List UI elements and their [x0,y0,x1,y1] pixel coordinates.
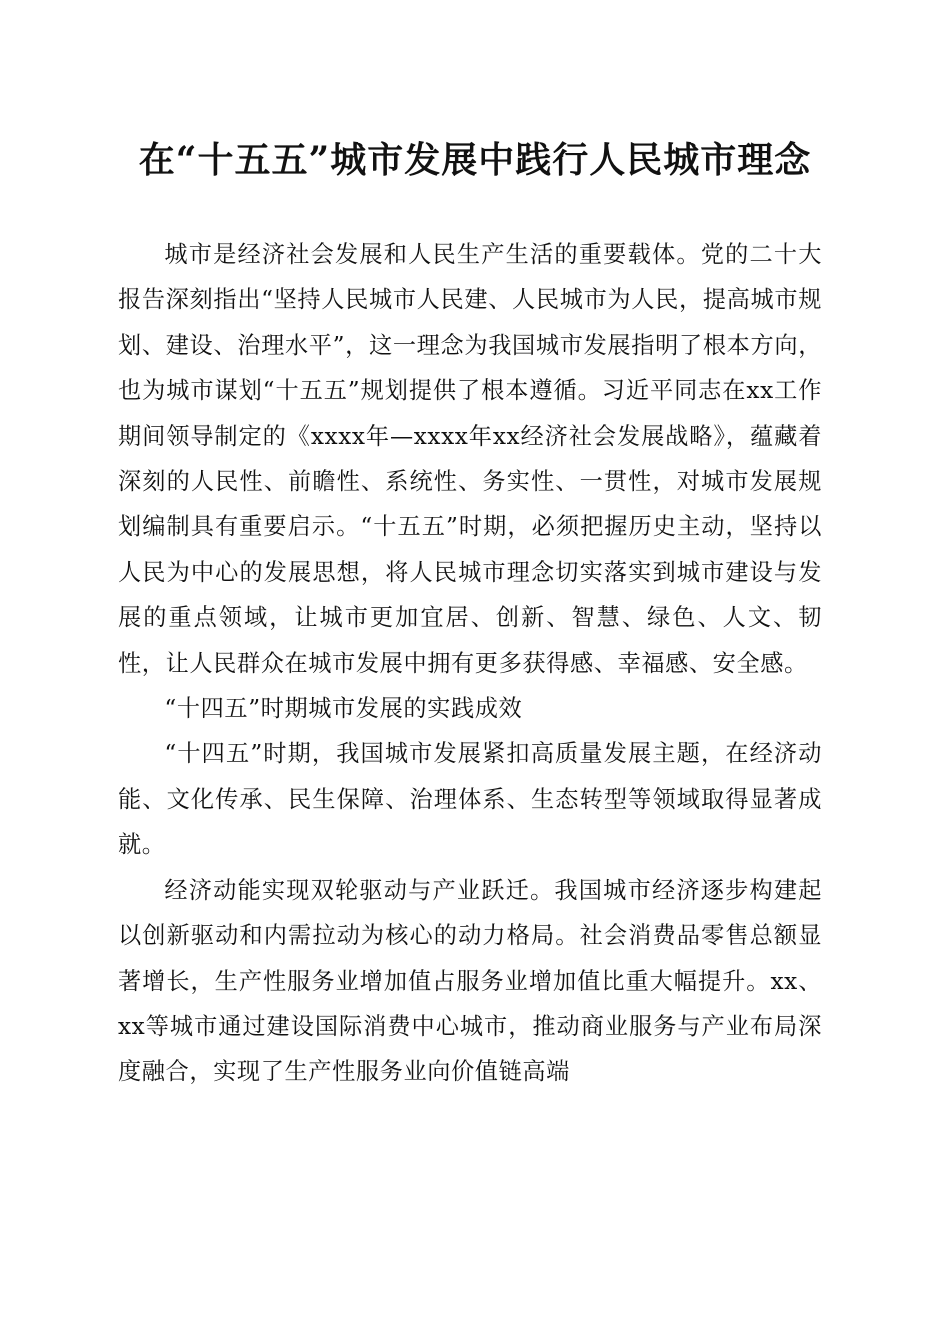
paragraph-summary: “十四五”时期，我国城市发展紧扣高质量发展主题，在经济动能、文化传承、民生保障、治理体系、生态转型等领域取得显著成就。 [118,740,822,859]
paragraph-intro: 城市是经济社会发展和人民生产生活的重要载体。党的二十大报告深刻指出“坚持人民城市人民建、人民城市为人民，提高城市规划、建设、治理水平”，这一理念为我国城市发展指明了根本方向，也为城市谋划“十五五”规划提供了根本遵循。习近平同志在xx工作期间领导制定的《xxxx年—xxxx年xx经济社会发展战略》，蕴藏着深刻的人民性、前瞻性、系统性、务实性、一贯性，对城市发展规划编制具有重要启示。“十五五”时期，必须把握历史主动，坚持以人民为中心的发展思想，将人民城市理念切实落实到城市建设与发展的重点领域，让城市更加宜居、创新、智慧、绿色、人文、韧性，让人民群众在城市发展中拥有更多获得感、幸福感、安全感。 [118,241,822,677]
section-heading: “十四五”时期城市发展的实践成效 [164,695,523,723]
document-title: 在“十五五”城市发展中践行人民城市理念 [138,139,812,181]
paragraph-economy: 经济动能实现双轮驱动与产业跃迁。我国城市经济逐步构建起以创新驱动和内需拉动为核心的动力格局。社会消费品零售总额显著增长，生产性服务业增加值占服务业增加值比重大幅提升。xx、xx等城市通过建设国际消费中心城市，推动商业服务与产业布局深度融合，实现了生产性服务业向价值链高端 [118,876,822,1086]
document-body [118,232,822,1095]
